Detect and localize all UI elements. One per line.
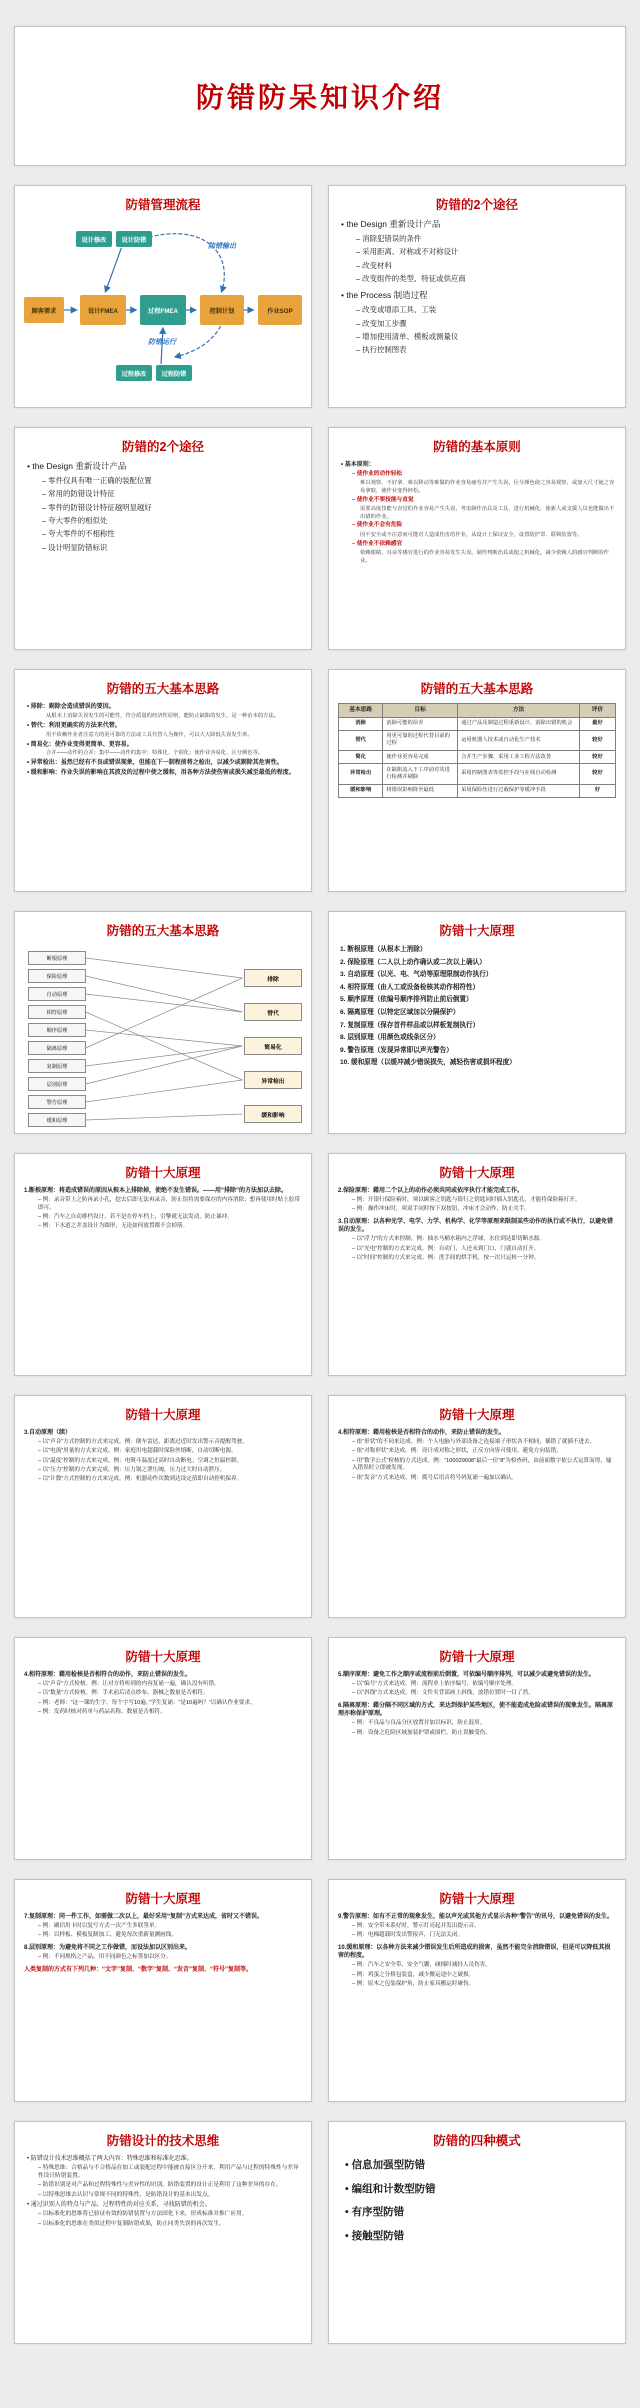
text-line: – 以“编号”方式来达成。例：流程单上依序编号，依编号顺序处理。 (338, 1681, 616, 1689)
text-line: 4. 相符原理（由人工或设备检核其动作相符性） (340, 983, 480, 991)
text-line: 从根本上消除失误发生的可能性，符合质量的经济性原则，能防止缺陷的发生，是一种治本的方法。 (46, 712, 280, 719)
flow-box-design-poka: 设计防错 (116, 231, 152, 247)
slide-principle-detail-5[interactable] (14, 1637, 312, 1860)
slide-title: 防错的2个途径 (436, 198, 518, 212)
slide-title: 防错十大原理 (125, 1892, 201, 1906)
slide-title: 防错的基本原则 (433, 440, 521, 454)
text-line: 10.缓和原理：以各种方法来减少错误发生后所造成的损害，虽然不能完全消除错误，但是可以降低其损害的程度。 (338, 1945, 611, 1960)
text-line: 10. 缓和原理（以缓冲减少错误损失，减轻伤害或损坏程度） (340, 1059, 516, 1067)
text-line: • 缓和影响：作业失误的影响在其波及的过程中使之缓和，用各种方法使伤害或损失减至最低的程度。 (24, 769, 302, 777)
principle-box: 顺序原理 (28, 1023, 86, 1037)
slide-body (338, 1429, 616, 1483)
slide-two-ways-2[interactable] (14, 427, 312, 650)
text-line: – 改变或增添工具、工装 (338, 305, 616, 315)
text-line: – 设计明显防错标识 (24, 543, 302, 553)
table-cell: 最好 (579, 717, 615, 730)
table-cell: 异常检出 (339, 764, 383, 784)
principle-box: 复制原理 (28, 1059, 86, 1073)
text-line: – 依“形状”的不同来达成。例：个人电脑与外部设备之连接端子形状各不相同，插错了就插不进去。 (338, 1439, 616, 1447)
text-line: – 例：汽车之安全带、安全气囊，碰撞时减轻人员伤害。 (338, 1962, 616, 1970)
text-line: – 以“时间”控制的方式来完成。例：洗手间的烘手机，按一次只运转一分钟。 (338, 1255, 616, 1263)
slide-title: 防错十大原理 (439, 1650, 515, 1664)
flow-label-run: 防错运行 (148, 339, 176, 346)
slide-principle-detail-3[interactable] (14, 1395, 312, 1618)
slide-body (24, 1429, 302, 1484)
flow-box-design-fmea: 设计FMEA (80, 295, 126, 325)
slide-body (24, 2155, 302, 2229)
table-cell: 缓和影响 (339, 784, 383, 797)
flow-box-process-poka: 过程防错 (156, 365, 192, 381)
slide-five-ideas-table[interactable] (328, 669, 626, 892)
text-line: 1. 断根原理（从根本上消除） (340, 946, 427, 953)
slide-title: 防错的2个途径 (122, 440, 204, 454)
flow-box-design-change: 设计修改 (76, 231, 112, 247)
text-line: – 例：电梯超载时发出警报声，门无法关闭。 (338, 1932, 616, 1940)
text-line: – 用“数学公式”检核的方式达成。例：“100029608”最后一位“8”为检查码，由前面数字依公式运算而得，输入错误时立即被发现。 (338, 1458, 616, 1474)
idea-box: 排除 (244, 969, 302, 987)
table-cell: 运用机器人技术或自动化生产技术 (458, 730, 580, 750)
text-line: – 以“温度”控制的方式来完成。例：电熨斗温度过高时自动断电；空调之恒温控制。 (24, 1458, 302, 1466)
text-line: 9. 警告原理（发现异常即以声光警告） (340, 1046, 453, 1054)
text-line: – 例：安全带未系好时，警示灯亮起并发出提示音。 (338, 1923, 616, 1931)
text-line: – 采用距离、对称或不对称设计 (338, 247, 616, 257)
text-line: – 例：发药时核对药单与药品名称、数量是否相符。 (24, 1709, 302, 1717)
slide-principle-detail-4[interactable] (328, 1395, 626, 1618)
slide-basic-principles[interactable] (328, 427, 626, 650)
text-line: • 简易化：使作业变得更简单、更容易。 (24, 741, 302, 749)
idea-box: 替代 (244, 1003, 302, 1021)
table-cell: 在缺陷流入下工序前对其进行检测并剔除 (383, 764, 458, 784)
text-line: – 例：汽车之自动排档设计，若不是在停车档上，引擎就无法发动，防止暴冲。 (24, 1214, 302, 1222)
slide-body (24, 703, 302, 778)
text-line: 7. 复制原理（保存首件样品或以样板复制执行） (340, 1021, 480, 1029)
text-line: 8. 层别原理（用颜色或线条区分） (340, 1034, 440, 1042)
table-cell: 合并生产步骤、采用工业工程方法改善 (458, 751, 580, 764)
text-line: – 防错识别是对产品和过程特殊性与差异性的识别，防错装置的设计正是利用了这种差异的存在。 (24, 2182, 302, 2190)
text-line: 2. 保险原理（二人以上动作确认或二次以上确认） (340, 958, 486, 966)
table-header: 方法 (458, 704, 580, 718)
slide-cover[interactable] (14, 26, 626, 166)
text-line: – 消除犯错误的条件 (338, 234, 616, 244)
flow-diagram (24, 219, 302, 408)
slide-principle-detail-1[interactable] (14, 1153, 312, 1376)
table-row (339, 784, 616, 797)
text-line: • the Design 重新设计产品 (24, 461, 302, 473)
text-line: – 使作业不会有危险 (338, 522, 616, 530)
principle-box: 警告原理 (28, 1095, 86, 1109)
slide-principle-detail-6[interactable] (328, 1637, 626, 1860)
table-header: 基本思路 (339, 704, 383, 718)
slide-title: 防错十大原理 (125, 1650, 201, 1664)
text-line: 2.保险原理：藉用二个以上的动作必须共同或依序执行才能完成工作。 (338, 1188, 524, 1194)
slide-title: 防错的四种模式 (433, 2134, 521, 2148)
slide-design-thinking[interactable] (14, 2121, 312, 2344)
slide-title: 防错的五大基本思路 (106, 682, 220, 696)
text-line: 难以观察、不好拿、难以移动等难做的作业容易疲劳并产生失误。区分颜色使之容易观察，或加大尺寸使之容易拿取，使作业变得轻松。 (360, 480, 615, 494)
idea-box: 缓和影响 (244, 1105, 302, 1123)
text-line: – 执行控制图表 (338, 345, 616, 355)
slide-principle-detail-8[interactable] (328, 1879, 626, 2102)
text-line: – 依“对称形状”来达成。例：设计成对称之形状，正反方向皆可使用，避免方向装错。 (338, 1448, 616, 1456)
text-line: 4.相符原理：藉用检核是否相符合的动作，来防止错误的发生。 (338, 1430, 506, 1436)
text-line: • 基本原则： (338, 461, 616, 469)
slide-title: 防错的五大基本思路 (420, 682, 534, 696)
slide-error-proofing-flow[interactable] (14, 185, 312, 408)
flow-box-control-plan: 控制计划 (200, 295, 244, 325)
text-line: – 以特殊思维去认识与常规不同的特殊性，是防错设计的基本出发点。 (24, 2192, 302, 2200)
slide-body (24, 1913, 302, 1974)
slide-five-ideas-diagram[interactable] (14, 911, 312, 1134)
text-line: – 改变材料 (338, 261, 616, 271)
table-row (339, 764, 616, 784)
idea-box: 简易化 (244, 1037, 302, 1055)
text-line: – 例：开银行保险箱时，须以顾客之钥匙与银行之钥匙同时插入钥匙孔，才能将保险箱打开。 (338, 1197, 616, 1205)
table-row (339, 751, 616, 764)
table-cell: 较好 (579, 764, 615, 784)
text-line: • 排除：剔除会造成错误的要因。 (24, 703, 302, 711)
principle-box: 相符原理 (28, 1005, 86, 1019)
principle-box: 隔离原理 (28, 1041, 86, 1055)
text-line: – 零件的防错设计特征越明显越好 (24, 503, 302, 513)
text-line: – 例：下水道之井盖设计为圆形，无论如何放置都不会掉落。 (24, 1223, 302, 1231)
five-ideas-table (338, 703, 616, 798)
table-row (339, 730, 616, 750)
text-line: – 以“计数”方式控制的方式来完成。例：机器动作次数到达设定值即自动停机保养。 (24, 1476, 302, 1484)
text-line: – 例：设备之危险区域加装护罩或围栏，防止误触受伤。 (338, 1730, 616, 1738)
table-cell: 替代 (339, 730, 383, 750)
text-line: – 依“发音”方式来达成。例：拨号后语音将号码复诵一遍加以确认。 (338, 1475, 616, 1483)
text-line: • 有序型防错 (342, 2205, 616, 2220)
text-line: – 夸大零件的不相称性 (24, 529, 302, 539)
slide-title: 防错管理流程 (125, 198, 201, 212)
table-cell: 用更可靠的过程代替目前的过程 (383, 730, 458, 750)
table-cell: 消除 (339, 717, 383, 730)
text-line: 6. 隔离原理（以特定区域加以分隔保护） (340, 1009, 460, 1017)
text-line: – 例：老师：“这一课的生字，每个字写10遍。”学生复诵：“是10遍吗？”以确认作业要求。 (24, 1700, 302, 1708)
slide-title: 防错十大原理 (439, 1408, 515, 1422)
text-line: • 通过识别人的特点与产品、过程特性的对应关系，寻找防错的机会。 (24, 2201, 302, 2209)
slide-body (338, 219, 616, 356)
text-line: 5.顺序原理：避免工作之顺序或流程前后倒置，可依编号顺序排列，可以减少或避免错误的发生。 (338, 1672, 596, 1678)
principles-column (28, 951, 86, 1127)
text-line: – 以“光电”控制的方式来完成。例：自动门，人还未到门口，门就自动打开。 (338, 1246, 616, 1254)
table-cell: 简化 (339, 751, 383, 764)
text-line: • the Design 重新设计产品 (338, 219, 616, 231)
text-line: – 例：以样板、模板复制加工，避免每次重新量测画线。 (24, 1932, 302, 1940)
text-line: 7.复制原理：同一件工作，如需做二次以上，最好采用“复制”方式来达成，省时又不错误。 (24, 1914, 264, 1920)
text-line: – 以“斜线”方式来达成。例：文件夹背部画上斜线，放错位置时一目了然。 (338, 1690, 616, 1698)
text-line: – 例：不良品与良品分区放置并加以标识，防止混用。 (338, 1720, 616, 1728)
text-line: – 零件仅具有唯一正确的装配位置 (24, 476, 302, 486)
text-line: 3.自动原理：以各种光学、电学、力学、机构学、化学等原理来限制某些动作的执行或不执行，以避免错误的发生。 (338, 1219, 614, 1234)
ideas-column (244, 969, 302, 1123)
slide-body (338, 945, 616, 1068)
text-line: – 例：操作冲床时，须双手同时按下双按钮，冲床才会动作，防止夹手。 (338, 1206, 616, 1214)
text-line: • 防错设计技术思维概括了两大内容：特殊思维和标准化思维。 (24, 2155, 302, 2163)
idea-box: 异常检出 (244, 1071, 302, 1089)
table-cell: 使作业更容易完成 (383, 751, 458, 764)
slide-title: 防错设计的技术思维 (106, 2134, 220, 2148)
text-line: – 使作业不依赖感官 (338, 541, 616, 549)
table-cell: 消除可能的误差 (383, 717, 458, 730)
slide-principle-detail-2[interactable] (328, 1153, 626, 1376)
slide-body (24, 1187, 302, 1231)
text-line: – 例：鸡蛋之分格包装盒，减少搬运途中之破损。 (338, 1972, 616, 1980)
text-line: 4.相符原理：藉用检核是否相符合的动作，来防止错误的发生。 (24, 1672, 192, 1678)
deck-title: 防错防呆知识介绍 (195, 82, 444, 113)
text-line: – 例：不同规格之产品，用不同颜色之标签加以区分。 (24, 1954, 302, 1962)
slide-title: 防错十大原理 (439, 924, 515, 938)
text-line: – 例：原木之包装保护角，防止家具搬运时碰伤。 (338, 1981, 616, 1989)
text-line: • the Process 制造过程 (338, 290, 616, 302)
slide-ten-principles-list[interactable] (328, 911, 626, 1134)
text-line: – 改变加工步骤 (338, 319, 616, 329)
slide-title: 防错十大原理 (125, 1408, 201, 1422)
table-cell: 较好 (579, 751, 615, 764)
principle-box: 层别原理 (28, 1077, 86, 1091)
slide-five-ideas-text[interactable] (14, 669, 312, 892)
text-line: – 夸大零件的相似处 (24, 516, 302, 526)
text-line: 8.层别原理：为避免将不同之工作做错，而设法加以区别出来。 (24, 1945, 192, 1952)
text-line: – 以“声音”方式检核。例：让对方将听到的内容复诵一遍，确认没有听错。 (24, 1681, 302, 1689)
text-line: – 以“数量”方式检核。例：手术前后清点纱布、器械之数量是否相符。 (24, 1690, 302, 1698)
text-line: 3. 自动原理（以光、电、气动等原理限制动作执行） (340, 971, 493, 979)
principle-box: 自动原理 (28, 987, 86, 1001)
table-header: 目标 (383, 704, 458, 718)
text-line: 6.隔离原理：藉分隔不同区域的方式，来达到保护某些地区，使不能造成危险或错误的现象发生。隔离原理亦称保护原理。 (338, 1703, 614, 1718)
table-cell: 通过产品及制造过程重新设计，消除出错的机会 (458, 717, 580, 730)
text-line: 因不安全或不注意而可能对人造成伤害的作业，从设计上保证安全，设置防护罩、联锁装置等。 (360, 531, 583, 538)
text-line: – 以“压力”控制的方式来完成。例：压力锅之泄压阀，压力过大时自动泄压。 (24, 1467, 302, 1475)
table-cell: 较好 (579, 730, 615, 750)
text-line: – 以标准化的思维将已验证有效的防错装置与方法固化下来，形成标准并推广应用。 (24, 2211, 302, 2219)
mapping-diagram (24, 945, 302, 1134)
text-line: • 替代：利用更确实的方法来代替。 (24, 722, 302, 730)
table-cell: 采用保险丝进行过载保护等缓冲手段 (458, 784, 580, 797)
text-line: • 异常检出：虽然已经有不良或错误现象，但能在下一制程前将之检出，以减少或剔除其危害性。 (24, 759, 302, 767)
text-line: – 以标准化的思维在类似过程中复制防错成果，防止同类失误的再次发生。 (24, 2221, 302, 2229)
slide-body (338, 2158, 616, 2244)
text-line: – 增加使用清单、模板或测量仪 (338, 332, 616, 342)
flow-box-sop: 作业SOP (258, 295, 302, 325)
text-line: 9.警告原理：如有不正常的现象发生，能以声光或其他方式显示各种“警告”的讯号，以避免错误的发生。 (338, 1914, 614, 1920)
principle-box: 缓和原理 (28, 1113, 86, 1127)
slide-title: 防错的五大基本思路 (106, 924, 220, 938)
table-row (339, 717, 616, 730)
slide-four-modes[interactable] (328, 2121, 626, 2344)
flow-box-process-change: 过程修改 (116, 365, 152, 381)
principle-box: 保险原理 (28, 969, 86, 983)
table-cell: 采用控制图表等监控手段与在线自动检测 (458, 764, 580, 784)
slide-two-ways-1[interactable] (328, 185, 626, 408)
text-line: – 使作业不要技能与直觉 (338, 497, 616, 505)
slide-principle-detail-7[interactable] (14, 1879, 312, 2102)
text-line: – 以“电流”用量的方式来完成。例：家庭用电超载时保险丝熔断，自动切断电源。 (24, 1448, 302, 1456)
text-line: – 改变组件的类型、特征或供应商 (338, 274, 616, 284)
text-line: • 编组和计数型防错 (342, 2182, 616, 2197)
table-cell: 好 (579, 784, 615, 797)
slide-title: 防错十大原理 (125, 1166, 201, 1180)
flow-box-process-fmea: 过程FMEA (140, 295, 186, 325)
text-line: 用不依赖作业者注意力的更可靠的方法或工具代替人为操作，可以大大降低失误发生率。 (46, 731, 253, 738)
text-line: – 使作业的动作轻松 (338, 471, 616, 479)
table-header: 评价 (579, 704, 615, 718)
flow-label-output: 防错输出 (208, 243, 236, 250)
slide-body (338, 1913, 616, 1989)
text-line: • 接触型防错 (342, 2229, 616, 2244)
slide-title: 防错十大原理 (439, 1892, 515, 1906)
slide-body (24, 1671, 302, 1717)
text-line: – 特殊思维：合格品与不合格品在加工或装配过程中能被直接区分开来，利用产品与过程的特殊性与差异性设计防错装置。 (24, 2165, 302, 2181)
text-line: – 以“浮力”的方式来控制。例：抽水马桶水箱内之浮球，水位到达即切断水源。 (338, 1236, 616, 1244)
text-line: – 常用的防错设计特征 (24, 489, 302, 499)
text-line: 1.断根原理：将造成错误的原因从根本上排除掉，使绝不发生错误。——用“排除”的方法加以去除。 (24, 1188, 288, 1194)
slide-body (24, 461, 302, 553)
slide-body (338, 1187, 616, 1263)
slide-title: 防错十大原理 (439, 1166, 515, 1180)
text-line: • 信息加强型防错 (342, 2158, 616, 2173)
text-line: – 以“声音”方式控制的方式来完成。例：倒车雷达，距离过近时发出警示音提醒驾驶。 (24, 1439, 302, 1447)
text-line: – 例：录音带上之防再录小孔，挖去后即无法再录音，防止误将需要保存的内容消除；想再使用时贴上胶带即可。 (24, 1197, 302, 1213)
text-line: 合并——动作的合并；集中——动作的集中；特殊化、个别化；使作业容易化、区分颜色等。 (46, 750, 264, 757)
text-line: 5. 顺序原理（依编号顺序排列防止前后倒置） (340, 996, 473, 1004)
text-line: 3.自动原理（续） (24, 1430, 72, 1436)
flow-box-customer-demand: 顾客需求 (24, 297, 64, 323)
slide-body (338, 1671, 616, 1737)
slide-body (338, 461, 616, 565)
text-line: 需要高度技能与直觉的作业容易产生失误。考虑制作治具及工具、进行机械化，使新人或支援人员也能做出不出错的作业。 (360, 506, 615, 520)
table-cell: 将错误影响降至最低 (383, 784, 458, 797)
text-line: – 例：刷信用卡时以复写方式一次产生多联签单。 (24, 1923, 302, 1931)
text-line: 依赖眼睛、耳朵等感官进行的作业容易发生失误。制作判断治具或使之机械化，减少依赖人的感官判断的作业。 (360, 550, 609, 564)
text-line: 人类复制的方式有下列几种：“文字”复制、“数字”复制、“发音”复制、“符号”复制等。 (24, 1966, 253, 1973)
principle-box: 断根原理 (28, 951, 86, 965)
